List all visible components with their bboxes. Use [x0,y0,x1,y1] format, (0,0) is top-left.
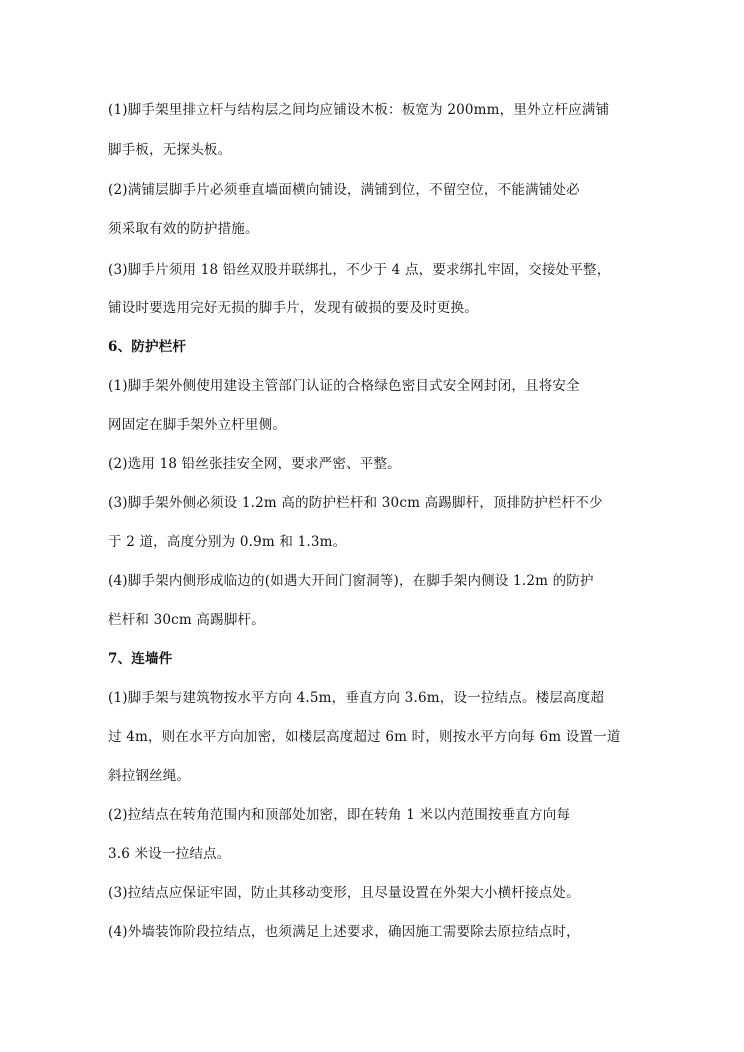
text-line: 脚手板，无探头板。 [108,142,232,158]
text-line: 过 4m，则在水平方向加密，如楼层高度超过 6m 时，则按水平方向每 6m 设置一道 [108,729,621,745]
section-heading: 6、防护栏杆 [108,339,187,355]
text-line: 须采取有效的防护措施。 [108,221,259,237]
text-line: (1)脚手架外侧使用建设主管部门认证的合格绿色密目式安全网封闭，且将安全 [108,378,580,394]
text-line: (1)脚手架与建筑物按水平方向 4.5m，垂直方向 3.6m，设一拉结点。楼层高度超 [108,690,605,706]
text-line: (2)拉结点在转角范围内和顶部处加密，即在转角 1 米以内范围按垂直方向每 [108,807,571,823]
text-line: (4)脚手架内侧形成临边的(如遇大开间门窗洞等)，在脚手架内侧设 1.2m 的防护 [108,573,594,589]
text-line: (2)满铺层脚手片必须垂直墙面横向铺设，满铺到位，不留空位，不能满铺处必 [108,182,580,198]
text-line: (3)拉结点应保证牢固，防止其移动变形，且尽量设置在外架大小横杆接点处。 [108,885,580,901]
text-line: 于 2 道，高度分别为 0.9m 和 1.3m。 [108,534,347,550]
text-line: (3)脚手架外侧必须设 1.2m 高的防护栏杆和 30cm 高踢脚杆，顶排防护栏杆不少 [108,495,603,511]
text-line: (1)脚手架里排立杆与结构层之间均应铺设木板：板宽为 200mm，里外立杆应满铺 [108,102,610,118]
text-line: (4)外墙装饰阶段拉结点，也须满足上述要求，确因施工需要除去原拉结点时， [108,924,580,940]
text-line: 铺设时要选用完好无损的脚手片，发现有破损的要及时更换。 [108,300,478,316]
text-line: (2)选用 18 铅丝张挂安全网，要求严密、平整。 [108,456,401,472]
text-line: (3)脚手片须用 18 铅丝双股并联绑扎，不少于 4 点，要求绑扎牢固，交接处平整， [108,262,611,278]
text-line: 网固定在脚手架外立杆里侧。 [108,417,287,433]
text-line: 3.6 米设一拉结点。 [108,846,231,862]
text-line: 栏杆和 30cm 高踢脚杆。 [108,612,265,628]
section-heading: 7、连墙件 [108,651,173,667]
text-line: 斜拉钢丝绳。 [108,768,191,784]
